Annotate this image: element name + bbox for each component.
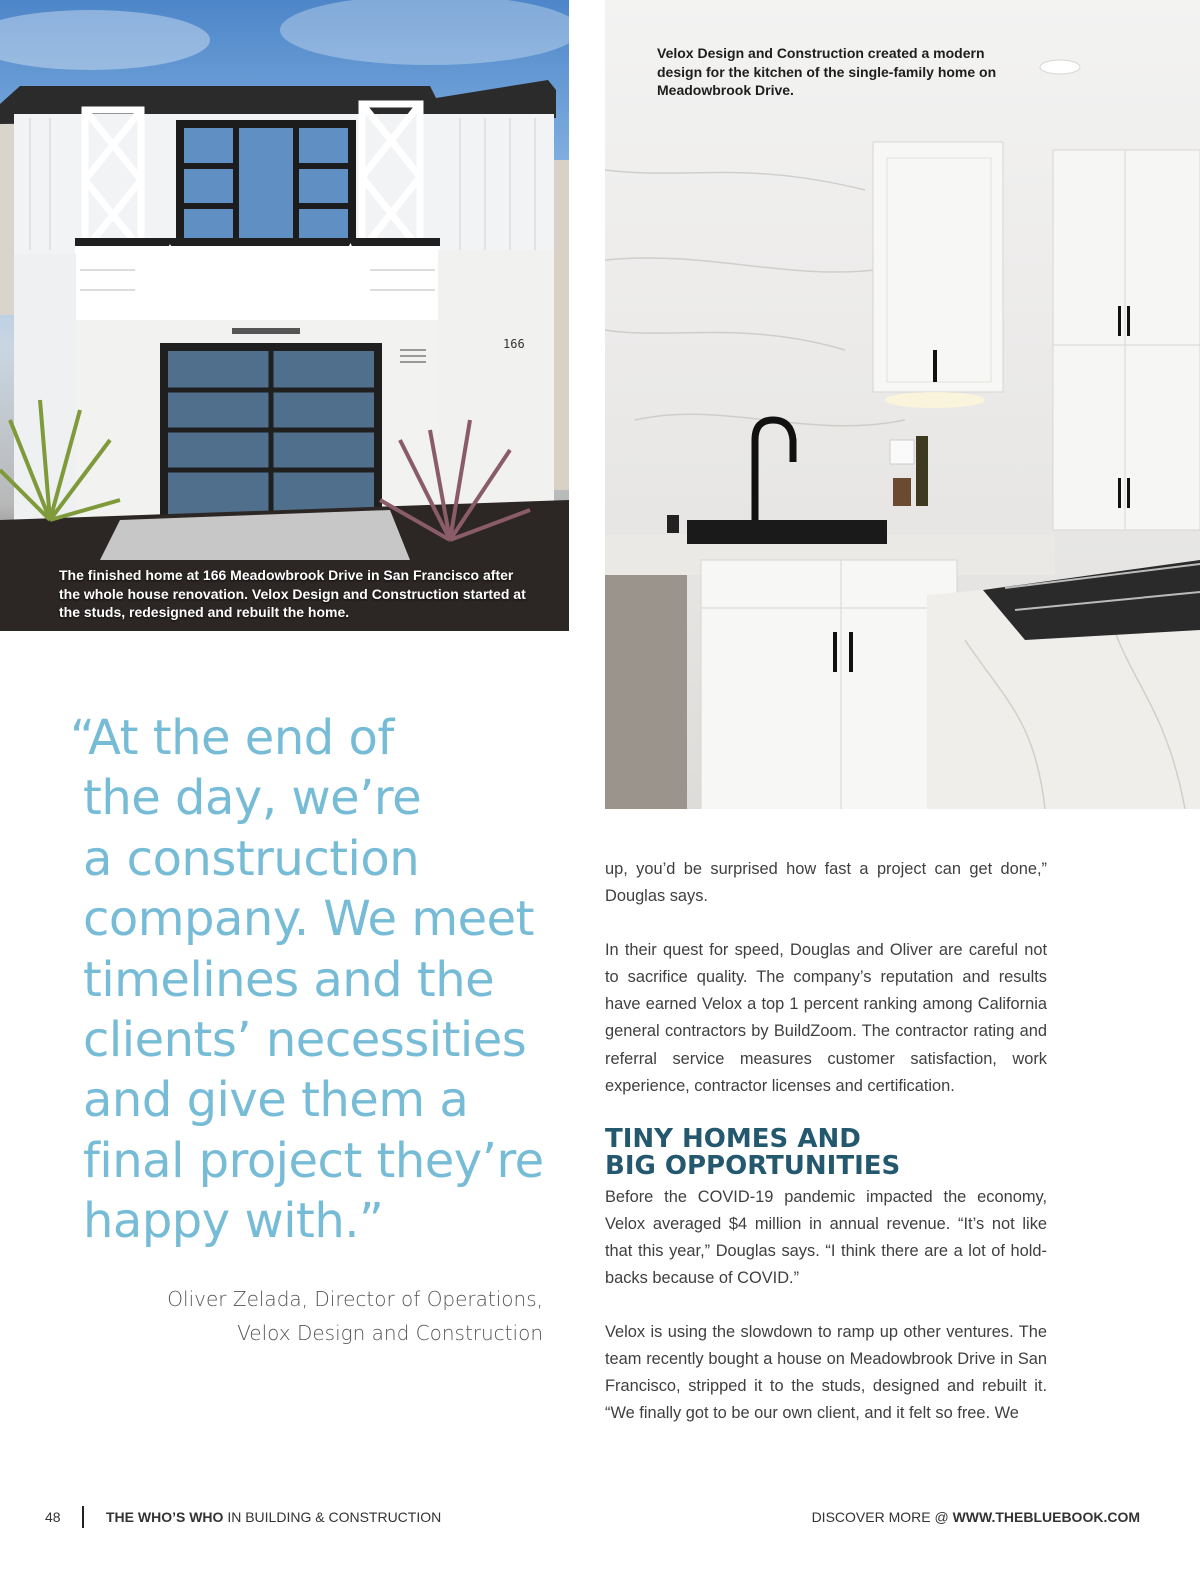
house-photo — [0, 0, 569, 631]
article-column — [605, 856, 1047, 1428]
article-paragraph: Velox is using the slowdown to ramp up other ventures. The team recently bought a house on Meadowbrook Drive in San Francisco, stripped it to the studs, designed and rebuilt it. “We finally got to be our own client, and it felt so free. We — [605, 1323, 1047, 1423]
pull-quote-line: final project they’re — [83, 1132, 544, 1189]
pull-quote-line: company. We meet — [83, 891, 534, 948]
pull-quote-line: timelines and the — [83, 951, 495, 1008]
pull-quote-line: “At the end of — [70, 710, 394, 766]
pull-quote-line: happy with.” — [83, 1193, 384, 1250]
kitchen-illustration — [605, 0, 1200, 809]
section-heading — [605, 1123, 1047, 1181]
footer-divider — [82, 1506, 84, 1528]
attribution-line: Velox Design and Construction — [237, 1321, 543, 1345]
kitchen-photo-caption: Velox Design and Construction created a modern design for the kitchen of the single-family home on Meadowbrook Drive. — [657, 45, 997, 98]
publication-name-rest: IN BUILDING & CONSTRUCTION — [223, 1509, 442, 1525]
article-paragraph: In their quest for speed, Douglas and Oliver are careful not to sacrifice quality. The company’s reputation and results have earned Velox a top 1 percent ranking among California general contractors by BuildZoom. The contractor rating and referral service measures customer satisfaction, work experience, contractor licenses and certification. — [605, 941, 1047, 1095]
pull-quote — [70, 708, 544, 1252]
discover-more — [812, 1509, 1140, 1525]
pull-quote-line: the day, we’re — [83, 770, 422, 827]
page-footer — [0, 1502, 1200, 1532]
discover-url-link[interactable]: WWW.THEBLUEBOOK.COM — [952, 1509, 1140, 1525]
pull-quote-line: and give them a — [83, 1072, 469, 1129]
section-heading-line: BIG OPPORTUNITIES — [605, 1150, 901, 1181]
discover-prefix: DISCOVER MORE @ — [811, 1509, 953, 1525]
house-number: 166 — [503, 337, 525, 351]
article-paragraph: up, you’d be surprised how fast a project can get done,” Douglas says. — [605, 860, 1047, 906]
publication-name — [106, 1509, 441, 1525]
section-heading-line: TINY HOMES AND — [605, 1123, 861, 1154]
article-paragraph: Before the COVID-19 pandemic impacted the economy, Velox averaged $4 million in annual revenue. “It’s not like that this year,” Douglas says. “I think there are a lot of hold-backs because of COVID.” — [605, 1187, 1047, 1288]
pull-quote-line: a construction — [83, 830, 420, 887]
pull-quote-attribution — [150, 1282, 543, 1350]
pull-quote-line: clients’ necessities — [83, 1012, 527, 1069]
publication-name-bold: THE WHO’S WHO — [106, 1509, 224, 1525]
house-photo-caption: The finished home at 166 Meadowbrook Drive in San Francisco after the whole house renovation. Velox Design and Construction started at the studs, redesigned and rebuilt the home. — [59, 567, 526, 620]
kitchen-photo — [605, 0, 1200, 809]
page-number: 48 — [45, 1509, 61, 1525]
attribution-line: Oliver Zelada, Director of Operations, — [167, 1287, 543, 1311]
house-illustration — [0, 0, 569, 631]
